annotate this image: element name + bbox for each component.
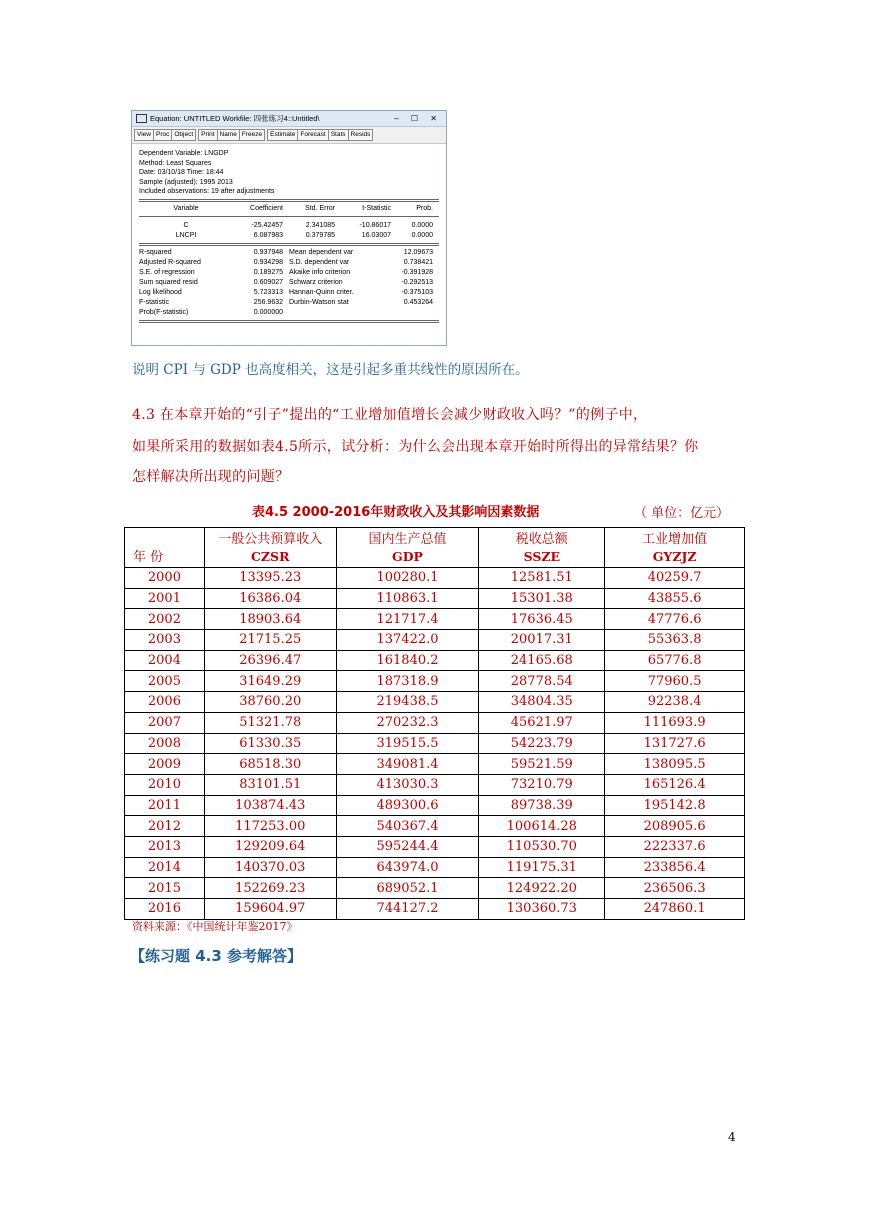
stat-row <box>139 248 439 258</box>
table-row <box>125 816 745 837</box>
stat-cell: Prob(F-statistic) <box>139 308 189 316</box>
year-cell: 2009 <box>125 754 205 775</box>
value-cell: 137422.0 <box>336 630 479 651</box>
column-header-code: SSZE <box>523 548 560 564</box>
table-row <box>125 650 745 671</box>
value-cell: 236506.3 <box>605 878 745 899</box>
coef-header-cell: Prob. <box>416 204 433 212</box>
question-line-1: 4.3 在本章开始的“引子”提出的“工业增加值增长会减少财政收入吗？”的例子中， <box>132 407 648 423</box>
stat-row <box>139 298 439 308</box>
value-cell: 219438.5 <box>336 692 479 713</box>
value-cell: 34804.35 <box>479 692 605 713</box>
value-cell: 54223.79 <box>479 733 605 754</box>
value-cell: 129209.64 <box>204 836 336 857</box>
window-controls-icon[interactable]: – ☐ ✕ <box>394 114 442 123</box>
value-cell: 159604.97 <box>204 899 336 920</box>
coef-header-cell: Std. Error <box>305 204 335 212</box>
value-cell: 103874.43 <box>204 795 336 816</box>
value-cell: 187318.9 <box>336 671 479 692</box>
stat-cell: 0.937948 <box>253 248 283 256</box>
table-unit: （ 单位：亿元） <box>634 506 730 521</box>
stat-row <box>139 308 439 318</box>
value-cell: 61330.35 <box>204 733 336 754</box>
value-cell: 59521.59 <box>479 754 605 775</box>
coef-cell: 2.341085 <box>305 221 335 229</box>
year-cell: 2015 <box>125 878 205 899</box>
eviews-title-bar <box>132 111 446 127</box>
divider <box>139 243 439 246</box>
table-source: 资料来源：《中国统计年鉴2017》 <box>132 920 298 933</box>
toolbar-button-view[interactable]: View <box>134 129 154 141</box>
table-row <box>125 754 745 775</box>
value-cell: 12581.51 <box>479 568 605 589</box>
table-row <box>125 712 745 733</box>
info-line: Dependent Variable: LNGDP <box>139 150 229 157</box>
value-cell: 100614.28 <box>479 816 605 837</box>
value-cell: 21715.25 <box>204 630 336 651</box>
stat-cell: 12.09673 <box>403 248 433 256</box>
value-cell: 47776.6 <box>605 609 745 630</box>
value-cell: 13395.23 <box>204 568 336 589</box>
column-header-cn: 工业增加值 <box>642 531 708 547</box>
toolbar-button-estimate[interactable]: Estimate <box>267 129 298 141</box>
table-row <box>125 857 745 878</box>
value-cell: 55363.8 <box>605 630 745 651</box>
divider <box>139 199 439 202</box>
value-cell: 138095.5 <box>605 754 745 775</box>
year-cell: 2004 <box>125 650 205 671</box>
page-number: 4 <box>728 1130 736 1144</box>
value-cell: 121717.4 <box>336 609 479 630</box>
value-cell: 110863.1 <box>336 588 479 609</box>
value-cell: 140370.03 <box>204 857 336 878</box>
value-cell: 161840.2 <box>336 650 479 671</box>
toolbar-button-name[interactable]: Name <box>217 129 240 141</box>
value-cell: 20017.31 <box>479 630 605 651</box>
value-cell: 40259.7 <box>605 568 745 589</box>
coef-cell: 0.0000 <box>411 231 433 239</box>
coef-header-cell: Variable <box>173 204 199 212</box>
year-cell: 2003 <box>125 630 205 651</box>
stat-cell: Hannan-Quinn criter. <box>289 288 354 296</box>
table-title: 表4.5 2000-2016年财政收入及其影响因素数据 <box>252 505 540 520</box>
value-cell: 233856.4 <box>605 857 745 878</box>
stat-cell: Log likelihood <box>139 288 182 296</box>
coef-header-cell: Coefficient <box>250 204 283 212</box>
value-cell: 92238.4 <box>605 692 745 713</box>
year-cell: 2001 <box>125 588 205 609</box>
value-cell: 45621.97 <box>479 712 605 733</box>
regression-info <box>139 149 439 197</box>
stat-cell: 0.000000 <box>253 308 283 316</box>
coef-row <box>139 231 439 241</box>
value-cell: 643974.0 <box>336 857 479 878</box>
divider <box>139 216 439 217</box>
stat-cell: 0.738421 <box>403 258 433 266</box>
value-cell: 119175.31 <box>479 857 605 878</box>
toolbar-button-resids[interactable]: Resids <box>348 129 374 141</box>
stat-cell: Adjusted R-squared <box>139 258 201 266</box>
column-header-cn: 税收总额 <box>515 531 568 547</box>
summary-stats <box>139 248 439 318</box>
value-cell: 18903.64 <box>204 609 336 630</box>
info-line: Sample (adjusted): 1995 2013 <box>139 178 233 186</box>
table-header-row <box>125 528 745 568</box>
coef-header-cell: t-Statistic <box>362 204 391 212</box>
coef-cell: 0.0000 <box>411 221 433 229</box>
value-cell: 195142.8 <box>605 795 745 816</box>
value-cell: 43855.6 <box>605 588 745 609</box>
column-header <box>204 528 336 568</box>
value-cell: 124922.20 <box>479 878 605 899</box>
year-cell: 2012 <box>125 816 205 837</box>
coef-cell: 6.087983 <box>253 231 283 239</box>
column-header <box>479 528 605 568</box>
value-cell: 26396.47 <box>204 650 336 671</box>
stat-cell: 0.609027 <box>253 278 283 286</box>
coef-row <box>139 221 439 231</box>
value-cell: 131727.6 <box>605 733 745 754</box>
toolbar-button-stats[interactable]: Stats <box>328 129 349 141</box>
stat-row <box>139 278 439 288</box>
stat-cell: Sum squared resid <box>139 278 198 286</box>
value-cell: 270232.3 <box>336 712 479 733</box>
stat-cell: Schwarz criterion <box>289 278 343 286</box>
info-line: Method: Least Squares <box>139 159 212 167</box>
stat-cell: Akaike info criterion <box>289 268 351 276</box>
stat-cell: -0.375103 <box>401 288 433 296</box>
stat-cell: Mean dependent var <box>289 248 354 256</box>
table-row <box>125 774 745 795</box>
question-line-2: 如果所采用的数据如表4.5所示，试分析：为什么会出现本章开始时所得出的异常结果？你 <box>132 439 699 455</box>
stat-cell: 256.9632 <box>253 298 283 306</box>
eviews-title-text: Equation: UNTITLED Workfile: 四张练习4::Untitled\ <box>150 114 320 123</box>
value-cell: 28778.54 <box>479 671 605 692</box>
value-cell: 38760.20 <box>204 692 336 713</box>
column-header <box>605 528 745 568</box>
value-cell: 100280.1 <box>336 568 479 589</box>
info-line: Included observations: 19 after adjustments <box>139 188 275 196</box>
info-line: Date: 03/10/18 Time: 18:44 <box>139 169 224 177</box>
stat-row <box>139 258 439 268</box>
coef-table <box>139 221 439 241</box>
window-menu-icon[interactable] <box>136 114 147 123</box>
coef-cell: 0.379785 <box>305 231 335 239</box>
value-cell: 16386.04 <box>204 588 336 609</box>
table-row <box>125 899 745 920</box>
stat-cell: S.E. of regression <box>139 268 195 276</box>
year-cell: 2005 <box>125 671 205 692</box>
stat-row <box>139 268 439 278</box>
table-row <box>125 733 745 754</box>
stat-cell: 0.934298 <box>253 258 283 266</box>
value-cell: 31649.29 <box>204 671 336 692</box>
value-cell: 17636.45 <box>479 609 605 630</box>
coef-cell: -10.86017 <box>359 221 391 229</box>
table-row <box>125 588 745 609</box>
stat-cell: 5.723313 <box>253 288 283 296</box>
year-cell: 2014 <box>125 857 205 878</box>
year-cell: 2010 <box>125 774 205 795</box>
toolbar-button-forecast[interactable]: Forecast <box>297 129 328 141</box>
stat-cell: R-squared <box>139 248 172 256</box>
coef-cell: -25.42457 <box>251 221 283 229</box>
value-cell: 117253.00 <box>204 816 336 837</box>
stat-cell: Durbin-Watson stat <box>289 298 349 306</box>
eviews-equation-window <box>131 110 447 346</box>
stat-row <box>139 288 439 298</box>
stat-cell: -0.292513 <box>401 278 433 286</box>
value-cell: 73210.79 <box>479 774 605 795</box>
year-cell: 2002 <box>125 609 205 630</box>
toolbar-button-proc[interactable]: Proc <box>153 129 172 141</box>
eviews-output <box>132 144 446 328</box>
table-row <box>125 671 745 692</box>
value-cell: 24165.68 <box>479 650 605 671</box>
year-cell: 2011 <box>125 795 205 816</box>
value-cell: 15301.38 <box>479 588 605 609</box>
year-cell: 2000 <box>125 568 205 589</box>
value-cell: 165126.4 <box>605 774 745 795</box>
value-cell: 89738.39 <box>479 795 605 816</box>
value-cell: 349081.4 <box>336 754 479 775</box>
column-header-cn: 国内生产总值 <box>368 531 447 547</box>
stat-cell: -0.391928 <box>401 268 433 276</box>
revenue-data-table <box>124 527 745 920</box>
coef-cell: LNCPI <box>175 231 197 239</box>
year-cell: 2013 <box>125 836 205 857</box>
value-cell: 152269.23 <box>204 878 336 899</box>
year-cell: 2008 <box>125 733 205 754</box>
eviews-toolbar <box>132 127 446 144</box>
column-header-cn: 一般公共预算收入 <box>218 531 323 547</box>
value-cell: 130360.73 <box>479 899 605 920</box>
value-cell: 222337.6 <box>605 836 745 857</box>
note-text: 说明 CPI 与 GDP 也高度相关，这是引起多重共线性的原因所在。 <box>132 362 529 378</box>
value-cell: 540367.4 <box>336 816 479 837</box>
value-cell: 83101.51 <box>204 774 336 795</box>
value-cell: 744127.2 <box>336 899 479 920</box>
table-row <box>125 609 745 630</box>
value-cell: 413030.3 <box>336 774 479 795</box>
value-cell: 68518.30 <box>204 754 336 775</box>
stat-cell: S.D. dependent var <box>289 258 350 266</box>
value-cell: 111693.9 <box>605 712 745 733</box>
toolbar-button-print[interactable]: Print <box>198 129 217 141</box>
table-row <box>125 630 745 651</box>
value-cell: 247860.1 <box>605 899 745 920</box>
stat-cell: 0.453264 <box>403 298 433 306</box>
coef-cell: C <box>183 221 189 229</box>
value-cell: 77960.5 <box>605 671 745 692</box>
stat-cell: F-statistic <box>139 298 169 306</box>
year-header: 年 份 <box>125 528 205 568</box>
table-row <box>125 836 745 857</box>
value-cell: 489300.6 <box>336 795 479 816</box>
coef-header-row <box>139 204 439 214</box>
divider <box>139 320 439 323</box>
answer-heading: 【练习题 4.3 参考解答】 <box>130 947 303 965</box>
toolbar-button-freeze[interactable]: Freeze <box>239 129 265 141</box>
value-cell: 65776.8 <box>605 650 745 671</box>
column-header-code: CZSR <box>250 548 290 564</box>
table-row <box>125 692 745 713</box>
value-cell: 51321.78 <box>204 712 336 733</box>
column-header-code: GYZJZ <box>652 548 697 564</box>
coef-cell: 16.03007 <box>361 231 391 239</box>
table-row <box>125 568 745 589</box>
year-cell: 2007 <box>125 712 205 733</box>
stat-cell: 0.189275 <box>253 268 283 276</box>
value-cell: 208905.6 <box>605 816 745 837</box>
question-line-3: 怎样解决所出现的问题？ <box>132 469 290 485</box>
year-cell: 2006 <box>125 692 205 713</box>
value-cell: 110530.70 <box>479 836 605 857</box>
column-header <box>336 528 479 568</box>
year-cell: 2016 <box>125 899 205 920</box>
toolbar-button-object[interactable]: Object <box>171 129 196 141</box>
value-cell: 595244.4 <box>336 836 479 857</box>
value-cell: 319515.5 <box>336 733 479 754</box>
table-row <box>125 795 745 816</box>
column-header-code: GDP <box>392 548 423 564</box>
table-row <box>125 878 745 899</box>
value-cell: 689052.1 <box>336 878 479 899</box>
